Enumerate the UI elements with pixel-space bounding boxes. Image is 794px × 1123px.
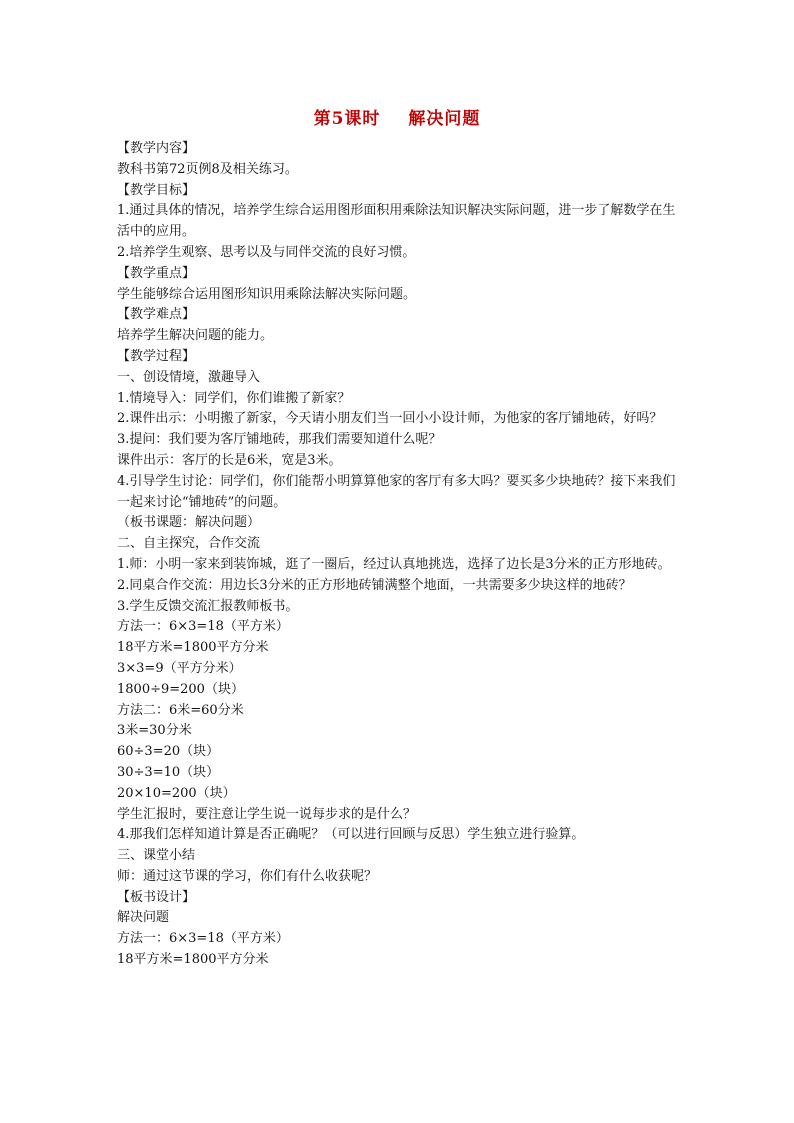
calculation-line: 18平方米=1800平方分米 — [117, 952, 269, 968]
calculation-line: 18平方米=1800平方分米 — [117, 640, 269, 656]
process-step: 4.那我们怎样知道计算是否正确呢？（可以进行回顾与反思）学生独立进行验算。 — [117, 827, 585, 843]
process-step: 3.学生反馈交流汇报教师板书。 — [117, 598, 299, 614]
title-lesson-number: 第5课时 — [313, 109, 381, 129]
section-heading-process: 【教学过程】 — [117, 348, 196, 364]
process-step: 课件出示：客厅的长是6米，宽是3米。 — [117, 452, 342, 468]
paragraph-difficulty: 培养学生解决问题的能力。 — [117, 328, 274, 344]
process-step: 1.情境导入：同学们，你们谁搬了新家？ — [117, 390, 351, 406]
calculation-line: 60÷3=20（块） — [117, 744, 220, 760]
paragraph-content: 教科书第72页例8及相关练习。 — [117, 161, 298, 177]
title-topic: 解决问题 — [408, 109, 481, 129]
section-heading-content: 【教学内容】 — [117, 141, 196, 156]
document-body — [117, 139, 677, 971]
process-part-1-heading: 一、创设情境，激趣导入 — [117, 369, 261, 385]
section-heading-keypoint: 【教学重点】 — [117, 265, 196, 281]
calculation-line: 方法一：6×3=18（平方米） — [117, 619, 289, 635]
page-title — [0, 104, 794, 129]
process-part-3-heading: 三、课堂小结 — [117, 848, 196, 864]
process-part-2-heading: 二、自主探究，合作交流 — [117, 536, 261, 552]
calculation-line: 方法二：6米=60分米 — [117, 702, 244, 718]
board-note: （板书课题：解决问题） — [117, 515, 261, 531]
process-step: 3.提问：我们要为客厅铺地砖，那我们需要知道什么呢？ — [117, 432, 442, 448]
board-title: 解决问题 — [117, 910, 170, 926]
process-step: 师：通过这节课的学习，你们有什么收获呢？ — [117, 868, 378, 884]
process-step: 2.同桌合作交流：用边长3分米的正方形地砖铺满整个地面，一共需要多少块这样的地砖？ — [117, 577, 632, 593]
calculation-line: 20×10=200（块） — [117, 785, 236, 801]
calculation-line: 30÷3=10（块） — [117, 764, 220, 780]
paragraph-keypoint: 学生能够综合运用图形知识用乘除法解决实际问题。 — [117, 286, 417, 302]
section-heading-board-design: 【板书设计】 — [117, 889, 196, 905]
section-heading-difficulty: 【教学难点】 — [117, 307, 196, 323]
process-note: 学生汇报时，要注意让学生说一说每步求的是什么？ — [117, 806, 417, 822]
calculation-line: 1800÷9=200（块） — [117, 681, 244, 697]
process-step: 4.引导学生讨论：同学们，你们能帮小明算算他家的客厅有多大吗？要买多少块地砖？接下来我们一起来讨论“铺地砖”的问题。 — [117, 473, 676, 510]
process-step: 2.课件出示：小明搬了新家，今天请小朋友们当一回小小设计师，为他家的客厅铺地砖，好吗？ — [117, 411, 663, 427]
goal-item-1: 1.通过具体的情况，培养学生综合运用图形面积用乘除法知识解决实际问题，进一步了解数学在生活中的应用。 — [117, 203, 676, 240]
calculation-line: 3×3=9（平方分米） — [117, 660, 242, 676]
calculation-line: 方法一：6×3=18（平方米） — [117, 931, 289, 947]
calculation-line: 3米=30分米 — [117, 723, 192, 739]
process-step: 1.师：小明一家来到装饰城，逛了一圈后，经过认真地挑选，选择了边长是3分米的正方形地砖。 — [117, 556, 671, 572]
section-heading-goals: 【教学目标】 — [117, 182, 196, 198]
goal-item-2: 2.培养学生观察、思考以及与同伴交流的良好习惯。 — [117, 244, 416, 260]
